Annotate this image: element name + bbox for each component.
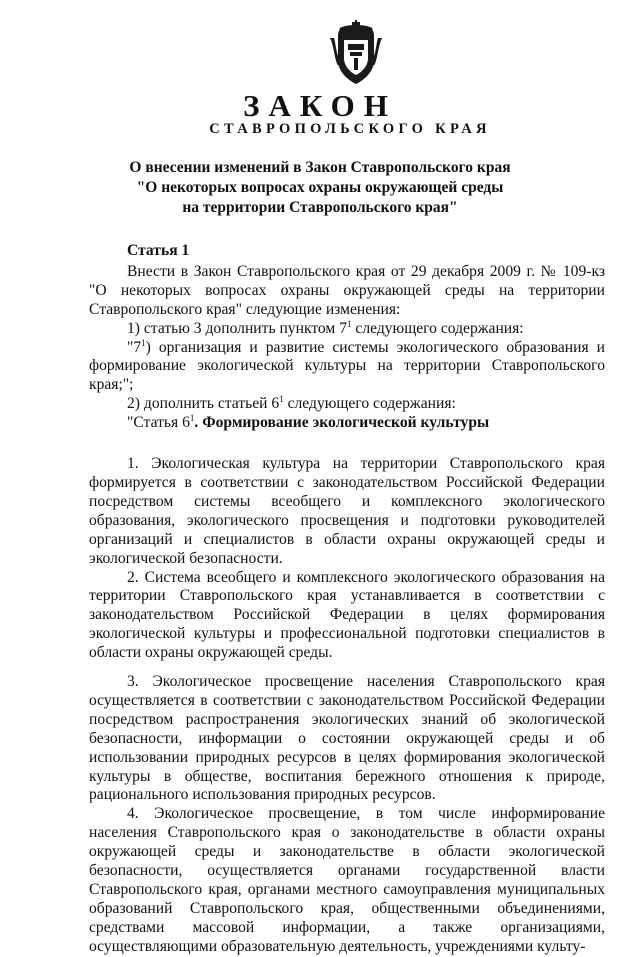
coat-of-arms-icon <box>328 20 384 86</box>
subject-line: на территории Ставропольского края" <box>182 199 458 216</box>
amendment-item: 1) статью 3 дополнить пунктом $7^1$ следующего содержания: <box>127 318 524 337</box>
region-title: СТАВРОПОЛЬСКОГО КРАЯ <box>209 121 491 137</box>
paragraph: 3. Экологическое просвещение населения Ставропольского края осуществляется в соответствии с законодательством Российской Федерации посредством распространения экологических знаний об экологической безопасности, информации о состоянии окружающей среды и об использовании природных ресурсов в целях формирования экологической культуры в обществе, воспитания бережного отношения к природе, рационального использования природных ресурсов. <box>89 673 605 804</box>
paragraph: 1. Экологическая культура на территории Ставропольского края формируется в соответствии с законодательством Российской Федерации посредством системы всеобщего и комплексного экологического образования, экологического просвещения и подготовки руководителей организаций и специалистов в области охраны окружающей среды и экологической безопасности. <box>89 455 605 567</box>
paragraph: 2. Система всеобщего и комплексного экологического образования на территории Ставропольского края устанавливается в соответствии с законодательством Российской Федерации в целях формирования экологической культуры и профессиональной подготовки специалистов в области охраны окружающей среды. <box>89 568 605 662</box>
law-title: ЗАКОН <box>243 88 397 123</box>
subject-line: "О некоторых вопросах охраны окружающей среды <box>136 179 504 196</box>
paragraph: 4. Экологическое просвещение, в том числе информирование населения Ставропольского края о законодательстве в области охраны окружающей среды и законодательстве в области экологической безопасности, осуществляется органами государственной власти Ставропольского края, органами местного самоуправления муниципальных образований Ставропольского края, общественными объединениями, средствами массовой информации, а также организациями, осуществляющими образовательную деятельность, учреждениями культу- <box>89 805 605 955</box>
new-article-heading: "Статья $6^1$. Формирование экологической культуры <box>127 413 490 432</box>
amendment-item: 2) дополнить статьей $6^1$ следующего содержания: <box>127 394 456 413</box>
amendment-quote: "$7^1$) организация и развитие системы экологического образования и формирование экологической культуры на территории Ставропольского края;"; <box>89 337 605 394</box>
law-body <box>89 242 605 957</box>
article-intro: Внести в Закон Ставропольского края от 29 декабря 2009 г. № 109-кз "О некоторых вопросах охраны окружающей среды на территории Ставропольского края" следующие изменения: <box>89 262 605 318</box>
article-heading: Статья 1 <box>127 242 190 259</box>
subject-line: О внесении изменений в Закон Ставропольского края <box>129 159 511 176</box>
law-subject <box>0 158 640 218</box>
